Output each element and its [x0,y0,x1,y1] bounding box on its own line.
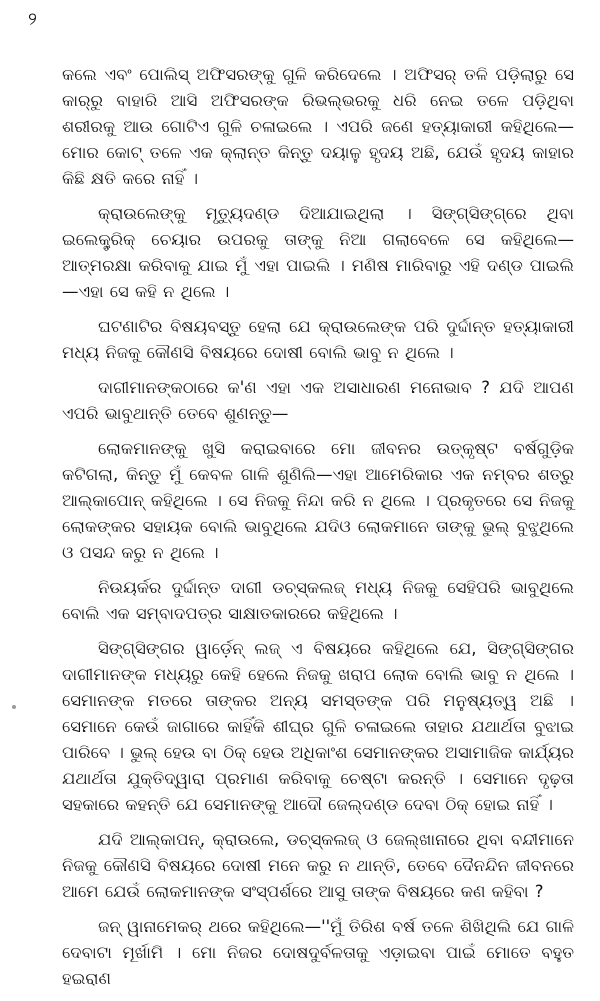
paragraph: ଯଦି ଆଲ୍‌କାପନ୍, କ୍ରାଉଲେ, ଡଚ୍‌ସ୍କଲଜ୍ ଓ ଜେଲ୍‌ଖାନାରେ ଥିବା ବନ୍ଦୀମାନେ ନିଜକୁ କୌଣସି ବିଷୟରେ ଦୋଷୀ ମନେ କରୁ ନ ଥାନ୍ତି, ତେବେ ଦୈନନ୍ଦିନ ଜୀବନରେ ଆମେ ଯେଉଁ ଲୋକମାନଙ୍କ ସଂସ୍ପର୍ଶରେ ଆସୁ ତାଙ୍କ ବିଷୟରେ କଣ କହିବା ? [62,830,574,901]
paragraph: ନିଉୟର୍କର ଦୁର୍ଦ୍ଦାନ୍ତ ଦାଗୀ ଡଚ୍‌ସ୍କଲଜ୍ ମଧ୍ୟ ନିଜକୁ ସେହିପରି ଭାବୁଥିଲେ ବୋଲି ଏକ ସମ୍ବାଦପତ୍ର ସାକ୍ଷାତକାରରେ କହିଥିଲେ । [62,578,574,623]
paragraph: ଘଟଣାଟିର ବିଷୟବସ୍ତୁ ହେଲା ଯେ କ୍ରାଉଲେଙ୍କ ପରି ଦୁର୍ଦ୍ଦାନ୍ତ ହତ୍ୟାକାରୀ ମଧ୍ୟ ନିଜକୁ କୌଣସି ବିଷୟରେ ଦୋଷୀ ବୋଲି ଭାବୁ ନ ଥିଲେ । [62,317,574,362]
paragraph: ଲୋକମାନଙ୍କୁ ଖୁସି କରାଇବାରେ ମୋ ଜୀବନର ଉତ୍କୃଷ୍ଟ ବର୍ଷଗୁଡ଼ିକ କଟିଗଲା, କିନ୍ତୁ ମୁଁ କେବଳ ଗାଳି ଶୁଣିଲି—ଏହା ଆମେରିକାର ଏକ ନମ୍ବର ଶତ୍ରୁ ଆଲ୍‌କାପୋନ୍ କହିଥିଲେ । ସେ ନିଜକୁ ନିନ୍ଦା କରି ନ ଥିଲେ । ପ୍ରକୃତରେ ସେ ନିଜକୁ ଲୋକଙ୍କର ସହାୟକ ବୋଲି ଭାବୁଥିଲେ ଯଦିଓ ଲୋକମାନେ ତାଙ୍କୁ ଭୁଲ୍ ବୁଝୁଥିଲେ ଓ ପସନ୍ଦ କରୁ ନ ଥିଲେ । [62,439,574,562]
paragraph: କ୍ରାଉଲେଙ୍କୁ ମୃତ୍ୟୁଦଣ୍ଡ ଦିଆଯାଇଥିଲା । ସିଙ୍ଗ୍‌ସିଙ୍ଗ୍‌ରେ ଥିବା ଇଲେକ୍ଟ୍ରିକ୍ ଚେୟାର ଉପରକୁ ତାଙ୍କୁ ନିଆ ଗଲାବେଳେ ସେ କହିଥିଲେ—ଆତ୍ମରକ୍ଷା କରିବାକୁ ଯାଇ ମୁଁ ଏହା ପାଇଲି । ମଣିଷ ମାରିବାରୁ ଏହି ଦଣ୍ଡ ପାଇଲି—ଏହା ସେ କହି ନ ଥିଲେ । [62,204,574,301]
paragraph: ସିଙ୍ଗ୍‌ସିଙ୍ଗର ୱାର୍ଡ଼େନ୍ ଲଜ୍ ଏ ବିଷୟରେ କହିଥିଲେ ଯେ, ସିଙ୍ଗ୍‌ସିଙ୍ଗର ଦାଗୀମାନଙ୍କ ମଧ୍ୟରୁ କେହି ହେଲେ ନିଜକୁ ଖରାପ ଲୋକ ବୋଲି ଭାବୁ ନ ଥିଲେ । ସେମାନଙ୍କ ମତରେ ତାଙ୍କର ଅନ୍ୟ ସମସ୍ତଙ୍କ ପରି ମନୁଷ୍ୟତ୍ୱ ଅଛି । ସେମାନେ କେଉଁ ଜାଗାରେ କାହିଁକି ଶୀଘ୍ର ଗୁଳି ଚଳାଇଲେ ତାହାର ଯଥାର୍ଥତା ବୁଝାଇ ପାରିବେ । ଭୁଲ୍ ହେଉ ବା ଠିକ୍ ହେଉ ଅଧିକାଂଶ ସେମାନଙ୍କର ଅସାମାଜିକ କାର୍ଯ୍ୟର ଯଥାର୍ଥତା ଯୁକ୍ତିଦ୍ୱାରା ପ୍ରମାଣ କରିବାକୁ ଚେଷ୍ଟା କରନ୍ତି । ସେମାନେ ଦୃଢ଼ତା ସହକାରେ କହନ୍ତି ଯେ ସେମାନଙ୍କୁ ଆଦୌ ଜେଲ୍‌ଦଣ୍ଡ ଦେବା ଠିକ୍ ହୋଇ ନାହିଁ । [62,639,574,814]
stray-mark [12,705,16,709]
paragraph: ଦାଗୀମାନଙ୍କଠାରେ କ'ଣ ଏହା ଏକ ଅସାଧାରଣ ମନୋଭାବ ? ଯଦି ଆପଣ ଏପରି ଭାବୁଥାନ୍ତି ତେବେ ଶୁଣନ୍ତୁ— [62,378,574,423]
body-text [62,62,574,1001]
page-number: ୨ [28,9,37,30]
paragraph: ଜନ୍ ୱାନାମେକର୍ ଥରେ କହିଥିଲେ—''ମୁଁ ତିରିଶ ବର୍ଷ ତଳେ ଶିଖିଥିଲି ଯେ ଗାଳି ଦେବାଟା ମୂର୍ଖାମି । ମୋ ନିଜର ଦୋଷଦୁର୍ବଳତାକୁ ଏଡ଼ାଇବା ପାଇଁ ମୋତେ ବହୁତ ହଇରାଣ [62,917,574,988]
paragraph: କଲେ ଏବଂ ପୋଲିସ୍ ଅଫିସରଙ୍କୁ ଗୁଳି କରିଦେଲେ । ଅଫିସର୍ ତଳି ପଡ଼ିଲାରୁ ସେ କାର୍‌ରୁ ବାହାରି ଆସି ଅଫିସରଙ୍କ ରିଭଲ୍‌ଭରକୁ ଧରି ନେଇ ତଳେ ପଡ଼ିଥିବା ଶରୀରକୁ ଆଉ ଗୋଟିଏ ଗୁଳି ଚଳାଇଲେ । ଏପରି ଜଣେ ହତ୍ୟାକାରୀ କହିଥିଲେ—ମୋର କୋଟ୍ ତଳେ ଏକ କ୍ଲାନ୍ତ କିନ୍ତୁ ଦୟାଳୁ ହୃଦୟ ଅଛି, ଯେଉଁ ହୃଦୟ କାହାର କିଛି କ୍ଷତି କରେ ନାହିଁ । [62,65,574,188]
